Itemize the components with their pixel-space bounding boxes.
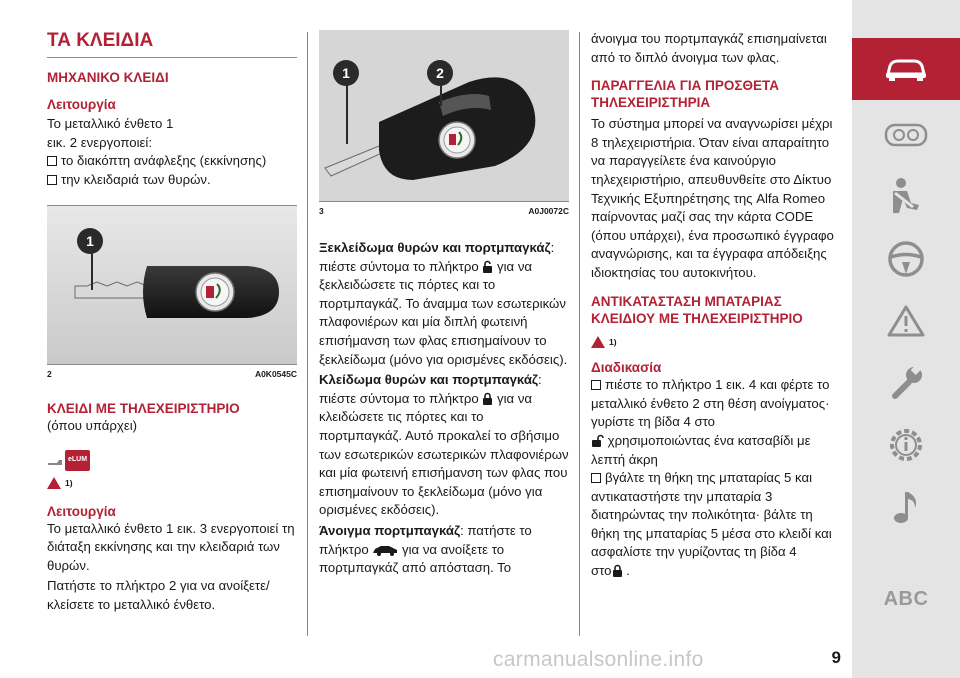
- mechanical-key-text: Το μεταλλικό ένθετο 1 εικ. 2 ενεργοποιεί:: [47, 116, 174, 150]
- elum-badge: eLUM: [65, 450, 90, 471]
- warning-reference: 1): [591, 333, 841, 352]
- bullet-ignition: το διακόπτη ανάφλεξης (εκκίνησης): [47, 152, 297, 171]
- sidebar-item-safety[interactable]: [852, 166, 960, 228]
- procedure-subtitle: Διαδικασία: [591, 360, 662, 376]
- gear-info-icon: [886, 425, 926, 465]
- callout-2: 2: [427, 60, 453, 86]
- procedure-step-2: βγάλτε τη θήκη της μπαταρίας 5 και αντικαταστήστε την μπαταρία 3 διατηρώντας την πολικότητα· βάλτε τη θήκη της μπαταρίας 5 μέσα στο κλειδί και ασφαλίστε την γυρίζοντας τη βίδα 4 στο .: [591, 470, 832, 579]
- column-3: [591, 30, 841, 581]
- sidebar-item-maintenance[interactable]: [852, 352, 960, 414]
- unlock-padlock-icon: [591, 434, 604, 447]
- column-divider: [579, 32, 580, 636]
- checkbox-bullet-icon: [47, 156, 57, 166]
- sidebar-item-dashboard[interactable]: [852, 104, 960, 166]
- checkbox-bullet-icon: [591, 473, 601, 483]
- figure-3-remote-key: [319, 30, 569, 202]
- page-number: 9: [831, 648, 841, 667]
- remote-key-illustration: [319, 30, 569, 202]
- checkbox-bullet-icon: [47, 175, 57, 185]
- sidebar-item-multimedia[interactable]: [852, 476, 960, 538]
- lock-padlock-icon: [482, 392, 493, 405]
- seatbelt-icon: [889, 177, 923, 217]
- index-abc-label: ABC: [883, 587, 929, 610]
- trunk-open-continuation: άνοιγμα του πορτμπαγκάζ επισημαίνεται από το διπλό άνοιγμα των φλας.: [591, 31, 827, 65]
- callout-1: 1: [333, 60, 359, 86]
- section-battery-replacement-title: ΑΝΤΙΚΑΤΑΣΤΑΣΗ ΜΠΑΤΑΡΙΑΣ ΚΛΕΙΔΙΟΥ ΜΕ ΤΗΛΕΧΕΙΡΙΣΤΗΡΙΟ: [591, 293, 803, 326]
- sidebar-item-emergency[interactable]: [852, 290, 960, 352]
- sidebar-item-technical-data[interactable]: [852, 414, 960, 476]
- remote-key-operation-text: Το μεταλλικό ένθετο 1 εικ. 3 ενεργοποιεί τη διάταξη εκκίνησης και την κλειδαριά των θυρών.: [47, 520, 295, 573]
- page-title: ΤΑ ΚΛΕΙΔΙΑ: [47, 30, 297, 58]
- unlock-padlock-icon: [482, 260, 493, 273]
- figure-3-caption: 3 A0J0072C: [319, 206, 569, 216]
- warning-reference: 1): [47, 474, 297, 493]
- trunk-car-icon: [372, 544, 398, 556]
- figure-2-mechanical-key: [47, 205, 297, 365]
- elum-badge-row: [47, 450, 297, 468]
- lock-padlock-icon: [612, 564, 623, 577]
- section-remote-key-title: ΚΛΕΙΔΙ ΜΕ ΤΗΛΕΧΕΙΡΙΣΤΗΡΙΟ: [47, 401, 240, 417]
- column-1: [47, 30, 297, 615]
- warning-icon: [887, 304, 925, 338]
- operation-subtitle-2: Λειτουργία: [47, 503, 116, 519]
- steering-wheel-icon: [887, 240, 925, 278]
- wrench-icon: [887, 364, 925, 402]
- operation-subtitle: Λειτουργία: [47, 97, 116, 112]
- car-key-icon: [47, 455, 63, 467]
- section-mechanical-key-title: ΜΗΧΑΝΙΚΟ ΚΛΕΙΔΙ: [47, 70, 169, 85]
- additional-remotes-text: Το σύστημα μπορεί να αναγνωρίσει μέχρι 8 τηλεχειριστήρια. Όταν είναι απαραίτητο να παραγγείλετε ένα καινούργιο τηλεχειριστήριο, απευθυνθείτε στο Δίκτυο Τεχνικής Εξυπηρέτησης της Alfa Romeo παίρνοντας μαζί σας την κάρτα CODE (όπου υπάρχει), ένα προσωπικό έγγραφο αναγνώρισης, και τα έγγραφα απόδειξης ιδιοκτησίας του αυτοκινήτου.: [591, 116, 834, 280]
- bullet-door-lock: την κλειδαριά των θυρών.: [47, 171, 297, 190]
- lock-doors-paragraph: Κλείδωμα θυρών και πορτμπαγκάζ: πιέστε σύντομα το πλήκτρο για να κλειδώσετε τις πόρτες και το πορτμπαγκάζ. Αυτό προκαλεί το σβήσιμο των εσωτερικών εσωτερικών πλαφονιέρων και μία φωτεινή επισήμανση των φλας που επισημαίνουν το ξεκλείδωμα (μόνο για ορισμένες εκδόσεις).: [319, 372, 569, 518]
- sidebar-item-car[interactable]: [852, 38, 960, 100]
- checkbox-bullet-icon: [591, 380, 601, 390]
- remote-key-button-text: Πατήστε το πλήκτρο 2 για να ανοίξετε/κλείσετε το μεταλλικό ένθετο.: [47, 578, 270, 612]
- warning-triangle-icon: [591, 336, 605, 348]
- remote-key-availability: (όπου υπάρχει): [47, 418, 138, 434]
- watermark: carmanualsonline.info: [493, 648, 704, 671]
- sidebar-item-index[interactable]: [852, 568, 960, 630]
- music-note-icon: [891, 488, 921, 526]
- section-additional-remotes-title: ΠΑΡΑΓΓΕΛΙΑ ΓΙΑ ΠΡΟΣΘΕΤΑ ΤΗΛΕΧΕΙΡΙΣΤΗΡΙΑ: [591, 78, 779, 111]
- callout-1: 1: [77, 228, 103, 254]
- trunk-open-paragraph: Άνοιγμα πορτμπαγκάζ: πατήστε το πλήκτρο για να ανοίξετε το πορτμπαγκάζ από απόσταση. Το: [319, 522, 532, 576]
- figure-2-caption: 2 A0K0545C: [47, 369, 297, 380]
- car-icon: [884, 56, 928, 82]
- unlock-doors-paragraph: Ξεκλείδωμα θυρών και πορτμπαγκάζ: πιέστε σύντομα το πλήκτρο για να ξεκλειδώσετε τις πόρτες και το πορτμπαγκάζ. Το άναμμα των εσωτερικών πλαφονιέρων και μία διπλή φωτεινή επισήμανση των φλας επισημαίνουν το ξεκλείδωμα (μόνο για ορισμένες εκδόσεις).: [319, 240, 568, 367]
- warning-triangle-icon: [47, 477, 61, 489]
- dashboard-icon: [884, 122, 928, 148]
- column-2: [319, 30, 569, 578]
- sidebar-item-starting-driving[interactable]: [852, 228, 960, 290]
- column-divider: [307, 32, 308, 636]
- chapter-sidebar: [852, 0, 960, 678]
- procedure-step-1: πιέστε το πλήκτρο 1 εικ. 4 και φέρτε το μεταλλικό ένθετο 2 στη θέση ανοίγματος· γυρίστε τη βίδα 4 στο χρησιμοποιώντας ένα κατσαβίδι με λεπτή άκρη: [591, 377, 830, 467]
